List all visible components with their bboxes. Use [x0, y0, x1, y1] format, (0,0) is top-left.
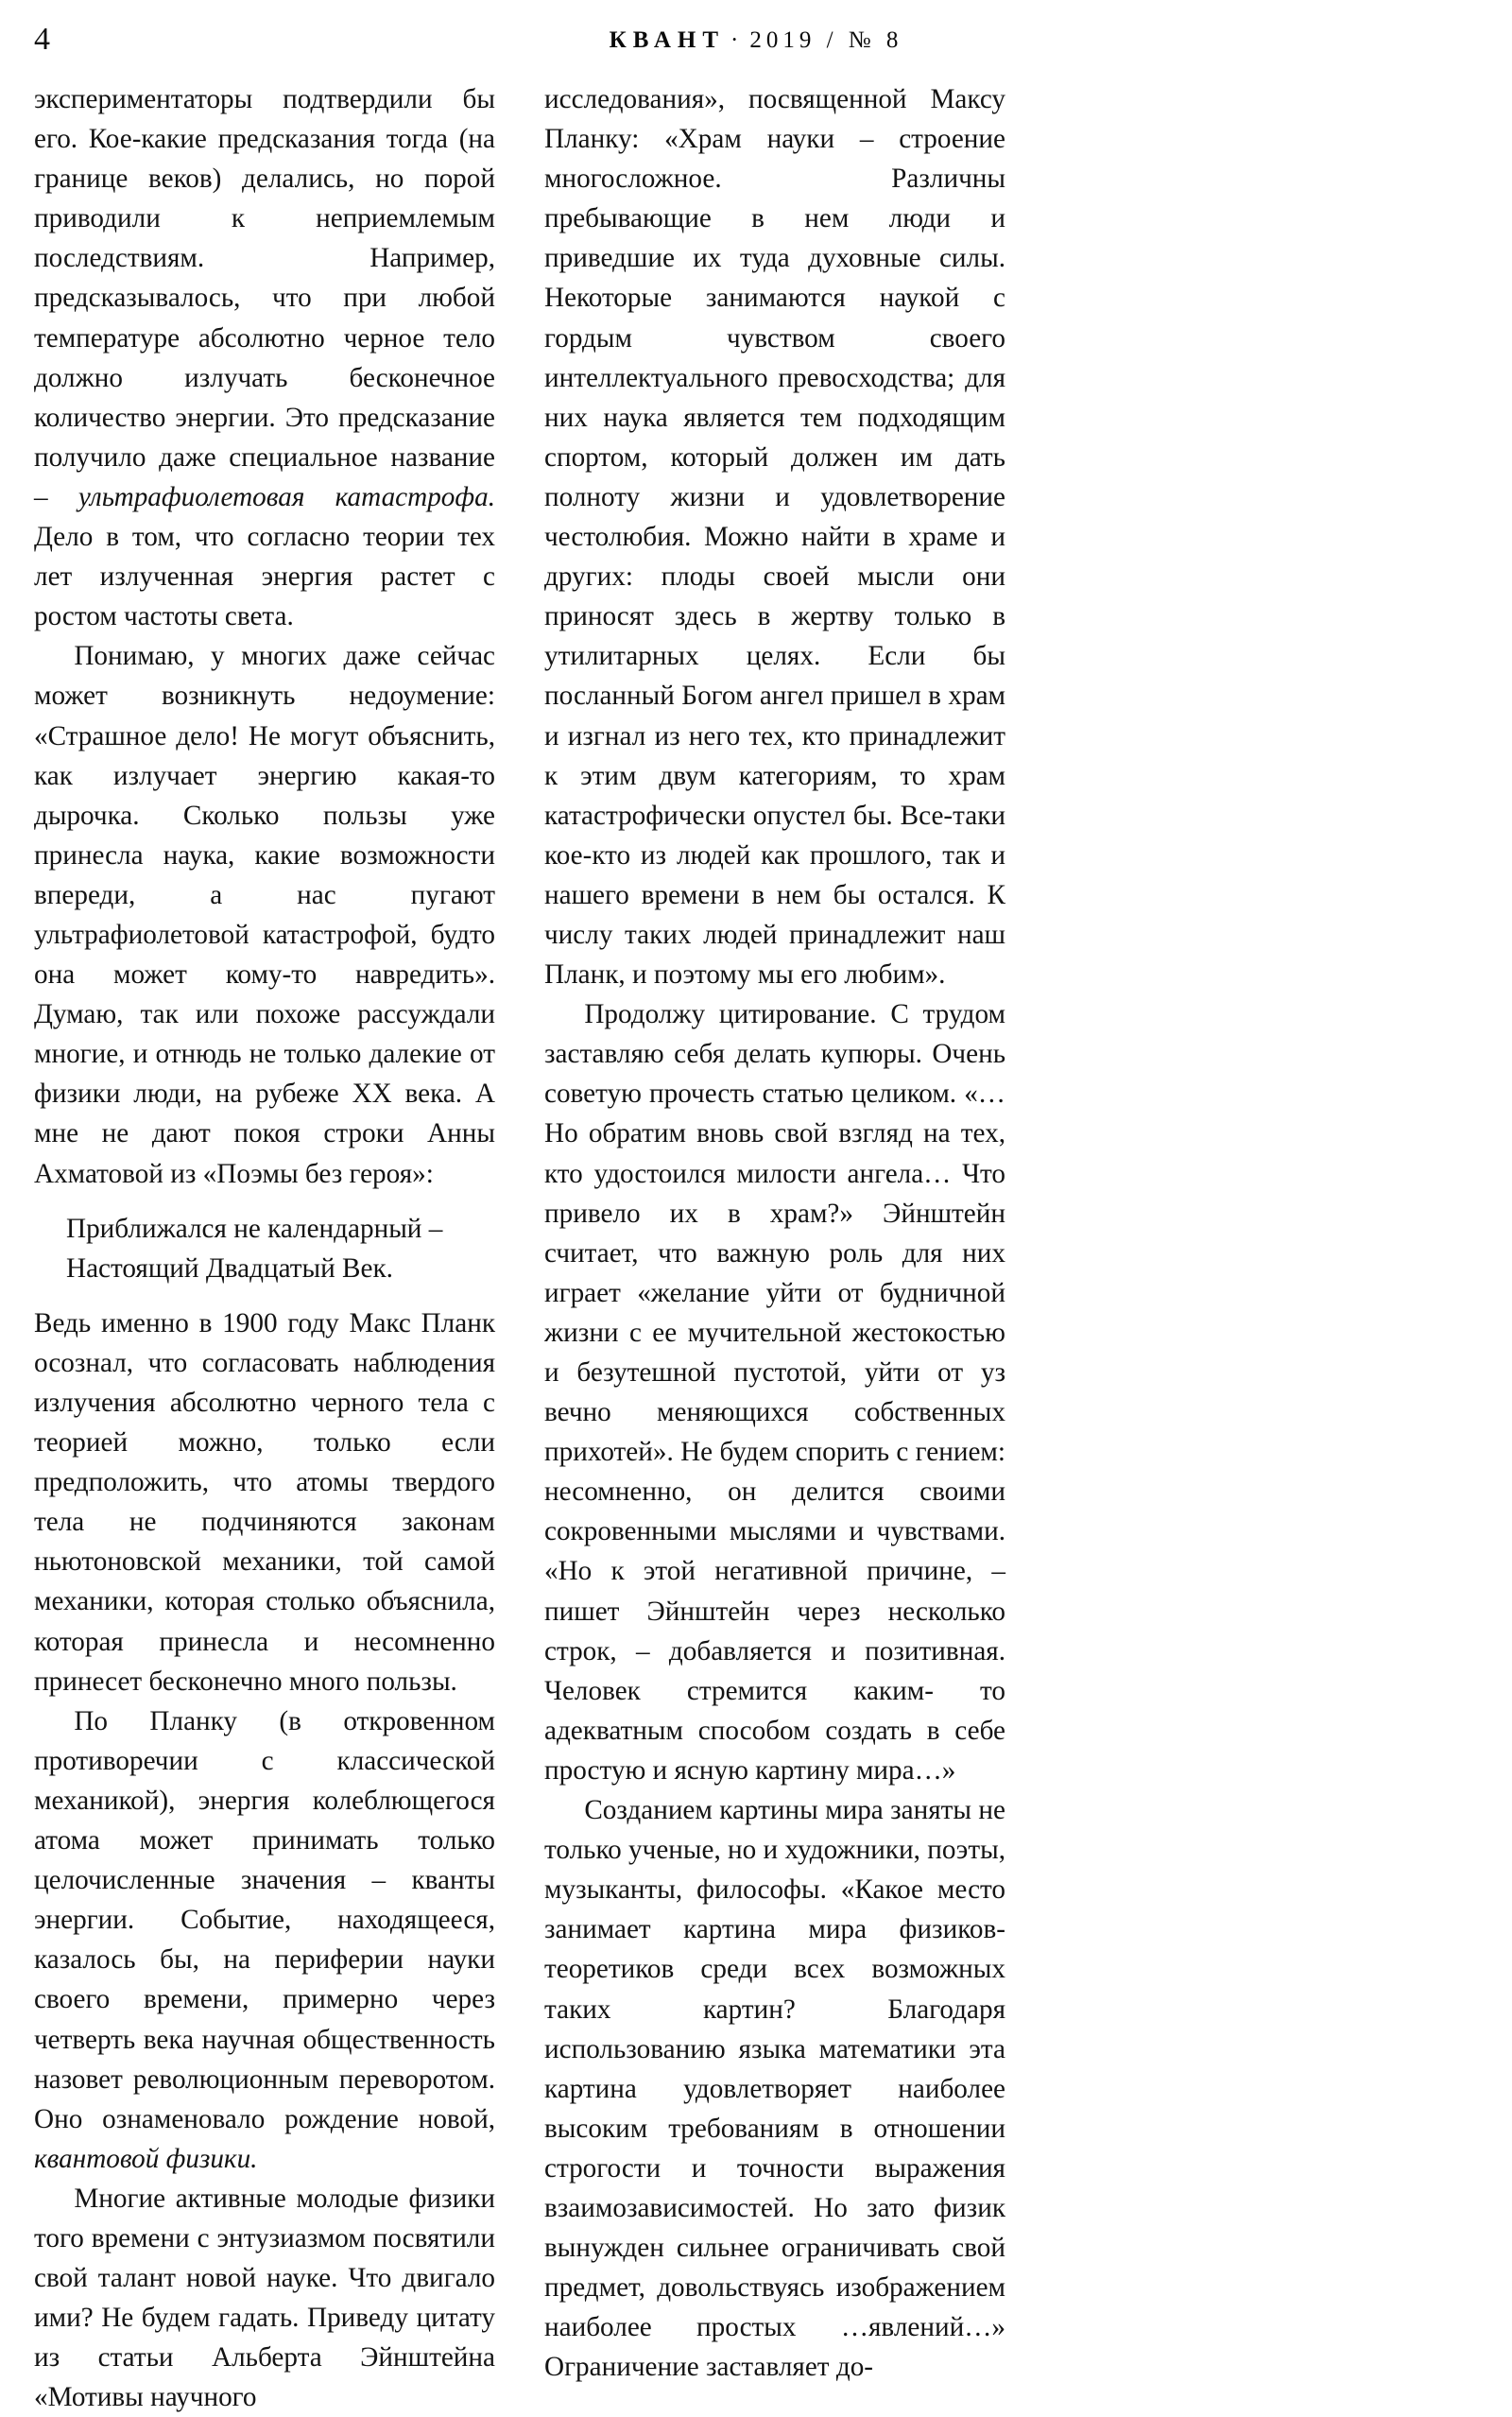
running-head [0, 17, 1512, 66]
paragraph [544, 994, 1005, 1790]
verse-quote [34, 1194, 495, 1303]
paragraph [34, 1701, 495, 2179]
paragraph [34, 1303, 495, 1701]
paragraph-text: Понимаю, у многих даже сейчас может возникнуть недоумение: «Страшное дело! Не могут объяснить, как излучает энергию какая-то дырочка. Сколько пользы уже принесла наука, какие возможности впереди, а нас пугают ультрафиолетовой катастрофой, будто она может кому-то навредить». Думаю, так или похоже рассуждали многие, и отнюдь не только далекие от физики люди, на рубеже XX века. А мне не дают покоя строки Анны Ахматовой из «Поэмы без героя»: [34, 641, 495, 1189]
header-separator: · [730, 27, 745, 53]
paragraph-text: Ведь именно в 1900 году Макс Планк осознал, что согласовать наблюдения излучения абсолютно черного тела с теорией можно, только если предположить, что атомы твердого тела не подчиняются законам ньютоновской механики, той самой механики, которая столько объяснила, которая принесла и несомненно принесет бесконечно много пользы. [34, 1307, 495, 1697]
verse-line: Настоящий Двадцатый Век. [66, 1252, 393, 1284]
paragraph-text: исследования», посвященной Максу Планку: «Храм науки – строение многосложное. Различны пребывающие в нем люди и приведшие их туда духовные силы. Некоторые занимаются наукой с гордым чувством своего интеллектуального превосходства; для них наука является тем подходящим спортом, который должен им дать полноту жизни и удовлетворение честолюбия. Можно найти в храме и других: плоды своей мысли они приносят здесь в жертву только в утилитарных целях. Если бы посланный Богом ангел пришел в храм и изгнал из него тех, кто принадлежит к этим двум категориям, то храм катастрофически опустел бы. Все-таки кое-кто из людей как прошлого, так и нашего времени в нем бы остался. К числу таких людей принадлежит наш Планк, и поэтому мы его любим». [544, 84, 1005, 991]
journal-title: КВАНТ [609, 27, 725, 53]
paragraph-text: Продолжу цитирование. С трудом заставляю себя делать купюры. Очень советую прочесть статью целиком. «…Но обратим вновь свой взгляд на тех, кто удостоился милости ангела… Что привело их в храм?» Эйнштейн считает, что важную роль для них играет «желание уйти от будничной жизни с ее мучительной жестокостью и безутешной пустотой, уйти от уз вечно меняющихся собственных прихотей». Не будем спорить с гением: несомненно, он делится своими сокровенными мыслями и чувствами. «Но к этой негативной причине, – пишет Эйнштейн через несколько строк, – добавляется и позитивная. Человек стремится каким- то адекватным способом создать в себе простую и ясную картину мира…» [544, 999, 1005, 1786]
paragraph [34, 636, 495, 1193]
emphasis-quantum-physics: квантовой физики. [34, 2143, 258, 2174]
paragraph-text: По Планку (в откровенном противоречии с классической механикой), энергия колеблющегося атома может принимать только целочисленные значения – кванты энергии. Событие, находящееся, казалось бы, на периферии науки своего времени, примерно через четверть века научная общественность назовет революционным переворотом. Оно ознаменовало рождение новой, [34, 1705, 495, 2134]
emphasis-ultraviolet-catastrophe: ультрафиолетовая катастрофа. [77, 481, 496, 512]
paragraph [544, 1790, 1005, 2387]
columns-container [0, 79, 1512, 2413]
paragraph-text: экспериментаторы подтвердили бы его. Кое-какие предсказания тогда (на границе веков) делались, но порой приводили к неприемлемым последствиям. Например, предсказывалось, что при любой температуре абсолютно черное тело должно излучать бесконечное количество энергии. Это предсказание получило даже специальное название – [34, 84, 495, 512]
paragraph [544, 79, 1005, 994]
right-column [544, 79, 1005, 2387]
paragraph [34, 79, 495, 636]
paragraph-text: Многие активные молодые физики того времени с энтузиазмом посвятили свой талант новой науке. Что двигало ими? Не будем гадать. Приведу цитату из статьи Альберта Эйнштейна «Мотивы научного [34, 2183, 495, 2413]
paragraph-text: Созданием картины мира заняты не только ученые, но и художники, поэты, музыканты, философы. «Какое место занимает картина мира физиков-теоретиков среди всех возможных таких картин? Благодаря использованию языка математики эта картина удовлетворяет наиболее высоким требованиям в отношении строгости и точности выражения взаимозависимостей. Но зато физик вынужден сильнее ограничивать свой предмет, довольствуясь изображением наиболее простых …явлений…» Ограничение заставляет до- [544, 1795, 1005, 2383]
verse-line: Приближался не календарный – [66, 1213, 443, 1244]
paragraph [34, 2179, 495, 2417]
left-column [34, 79, 495, 2417]
header-center [0, 23, 1512, 59]
paragraph-text-tail: Дело в том, что согласно теории тех лет излученная энергия растет с ростом частоты света. [34, 522, 495, 632]
page-number: 4 [34, 22, 50, 57]
issue-label: 2019 / № 8 [749, 27, 903, 53]
